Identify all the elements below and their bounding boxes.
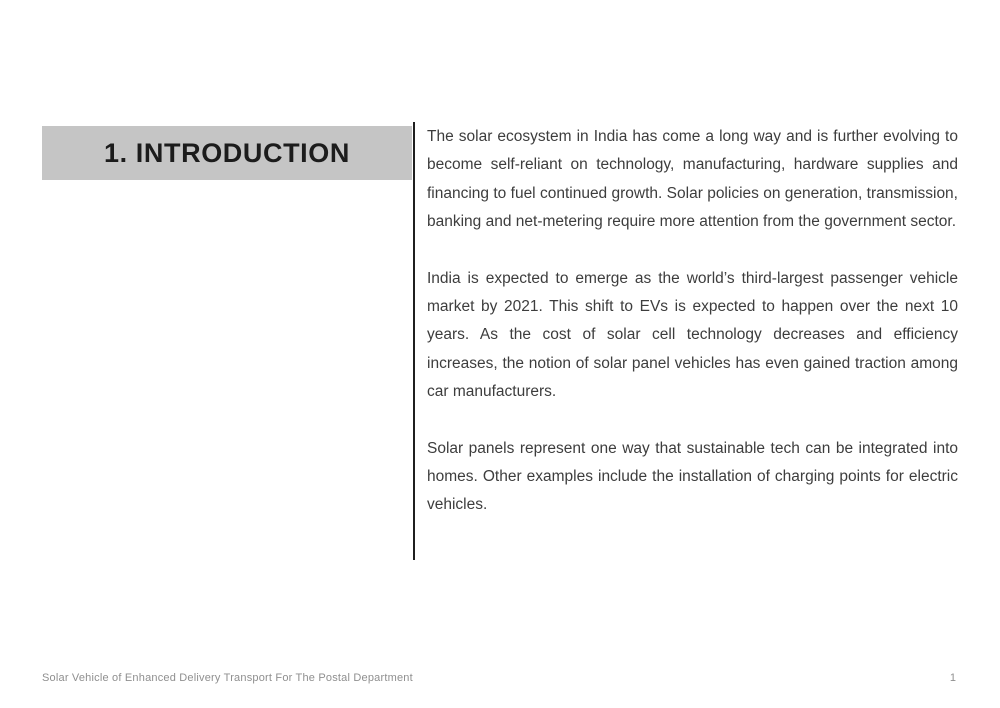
body-paragraph-1: The solar ecosystem in India has come a long way and is further evolving to become self-reliant on technology, manufacturing, hardware supplies and financing to fuel continued growth. Solar policies on generation, transmission, banking and net-metering require more attention from the government sector. xyxy=(427,128,958,231)
footer-document-title: Solar Vehicle of Enhanced Delivery Transport For The Postal Department xyxy=(42,672,413,684)
footer-page-number: 1 xyxy=(949,672,956,684)
section-title-banner xyxy=(42,126,412,180)
section-title: 1. INTRODUCTION xyxy=(103,137,350,168)
body-paragraph-3: Solar panels represent one way that sustainable tech can be integrated into homes. Other examples include the installation of charging points for electric vehicles. xyxy=(427,439,958,514)
body-text-column xyxy=(427,123,958,548)
body-paragraph-2: India is expected to emerge as the world’s third-largest passenger vehicle market by 2021. This shift to EVs is expected to happen over the next 10 years. As the cost of solar cell technology decreases and efficiency increases, the notion of solar panel vehicles has even gained traction among car manufacturers. xyxy=(427,269,958,401)
vertical-divider xyxy=(413,122,415,560)
